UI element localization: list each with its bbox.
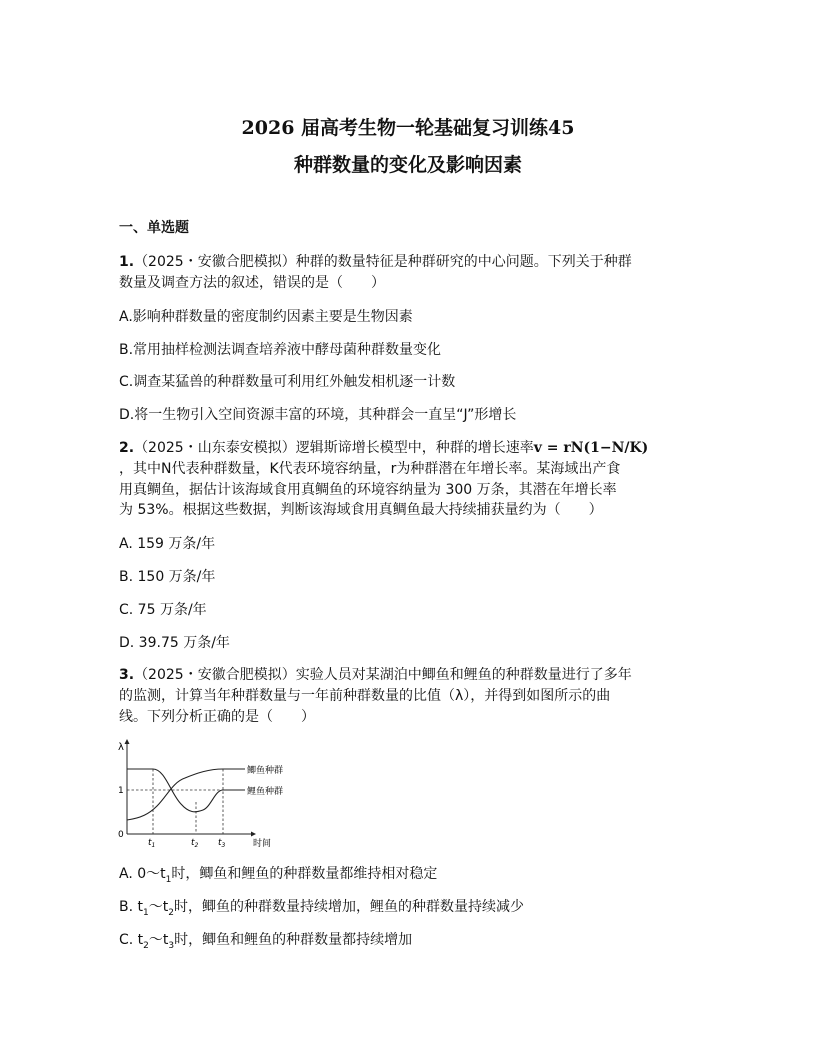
q3-option-a: A. $0\sim t_1$时，鲫鱼和鲤鱼的种群数量都维持相对稳定 [119,866,438,885]
q3-option-c: C. $t_2\sim t_3$时，鲫鱼和鲤鱼的种群数量都持续增加 [119,932,413,951]
q3-stem-1: （2025・安徽合肥模拟）实验人员对某湖泊中鲫鱼和鲤鱼的种群数量进行了多年 [134,667,632,683]
q3-number: 3. [119,667,135,683]
y-axis-arrow [125,739,130,744]
q3-option-b: B. $t_1\sim t_2$时，鲫鱼的种群数量持续增加，鲤鱼的种群数量持续减少 [119,899,524,918]
q2-line-1 [119,438,648,458]
y-axis-label: λ [118,742,124,753]
q2-formula: v = rN(1−N/K) [533,440,649,456]
q2-stem-2: ，其中N代表种群数量，K代表环境容纳量，r为种群潜在年增长率。某海域出产食 [119,461,621,477]
title-line-2: 种群数量的变化及影响因素 [293,154,522,176]
q3-stem-3: 线。下列分析正确的是（ ） [119,709,315,725]
series-label-carp: 鲤鱼种群 [247,787,284,797]
q2-stem-1: （2025・山东泰安模拟）逻辑斯谛增长模型中，种群的增长速率 [134,440,534,456]
q2-number: 2. [119,440,135,456]
q1-option-d: D.将一生物引入空间资源丰富的环境，其种群会一直呈“J”形增长 [119,407,517,423]
y-tick-1: 1 [118,786,124,796]
lambda-curve-figure [117,738,287,850]
x-axis-arrow [251,832,256,837]
q2-option-a: A. 159 万条/年 [119,536,216,552]
x-tick-t3: $t_3$ [218,838,226,849]
q1-line-1 [119,252,632,272]
q1-option-a: A.影响种群数量的密度制约因素主要是生物因素 [119,309,413,325]
crucian-carp-curve [127,769,245,820]
q2-stem-4: 为 53%。根据这些数据，判断该海域食用真鲷鱼最大持续捕获量约为（ ） [119,502,603,518]
title-line-1: 2026 届高考生物一轮基础复习训练45 [241,117,575,139]
q1-option-b: B.常用抽样检测法调查培养液中酵母菌种群数量变化 [119,342,442,358]
q3-stem-2: 的监测，计算当年种群数量与一年前种群数量的比值（λ），并得到如图所示的曲 [119,688,611,704]
q2-option-c: C. 75 万条/年 [119,602,207,618]
y-tick-0: 0 [118,830,124,840]
q1-option-c: C.调查某猛兽的种群数量可利用红外触发相机逐一计数 [119,374,456,390]
q3-line-1 [119,665,632,685]
x-axis-label: 时间 [253,839,272,849]
q1-stem-1: （2025・安徽合肥模拟）种群的数量特征是种群研究的中心问题。下列关于种群 [134,254,632,270]
q1-stem-2: 数量及调查方法的叙述，错误的是（ ） [119,275,385,291]
x-tick-t2: $t_2$ [191,838,199,849]
section-heading: 一、单选题 [119,220,189,236]
q2-option-b: B. 150 万条/年 [119,569,216,585]
q2-option-d: D. 39.75 万条/年 [119,635,230,651]
q2-stem-3: 用真鲷鱼，据估计该海域食用真鲷鱼的环境容纳量为 300 万条，其潜在年增长率 [119,482,617,498]
q1-number: 1. [119,254,135,270]
series-label-crucian-carp: 鲫鱼种群 [247,766,284,776]
x-tick-t1: $t_1$ [148,838,156,849]
